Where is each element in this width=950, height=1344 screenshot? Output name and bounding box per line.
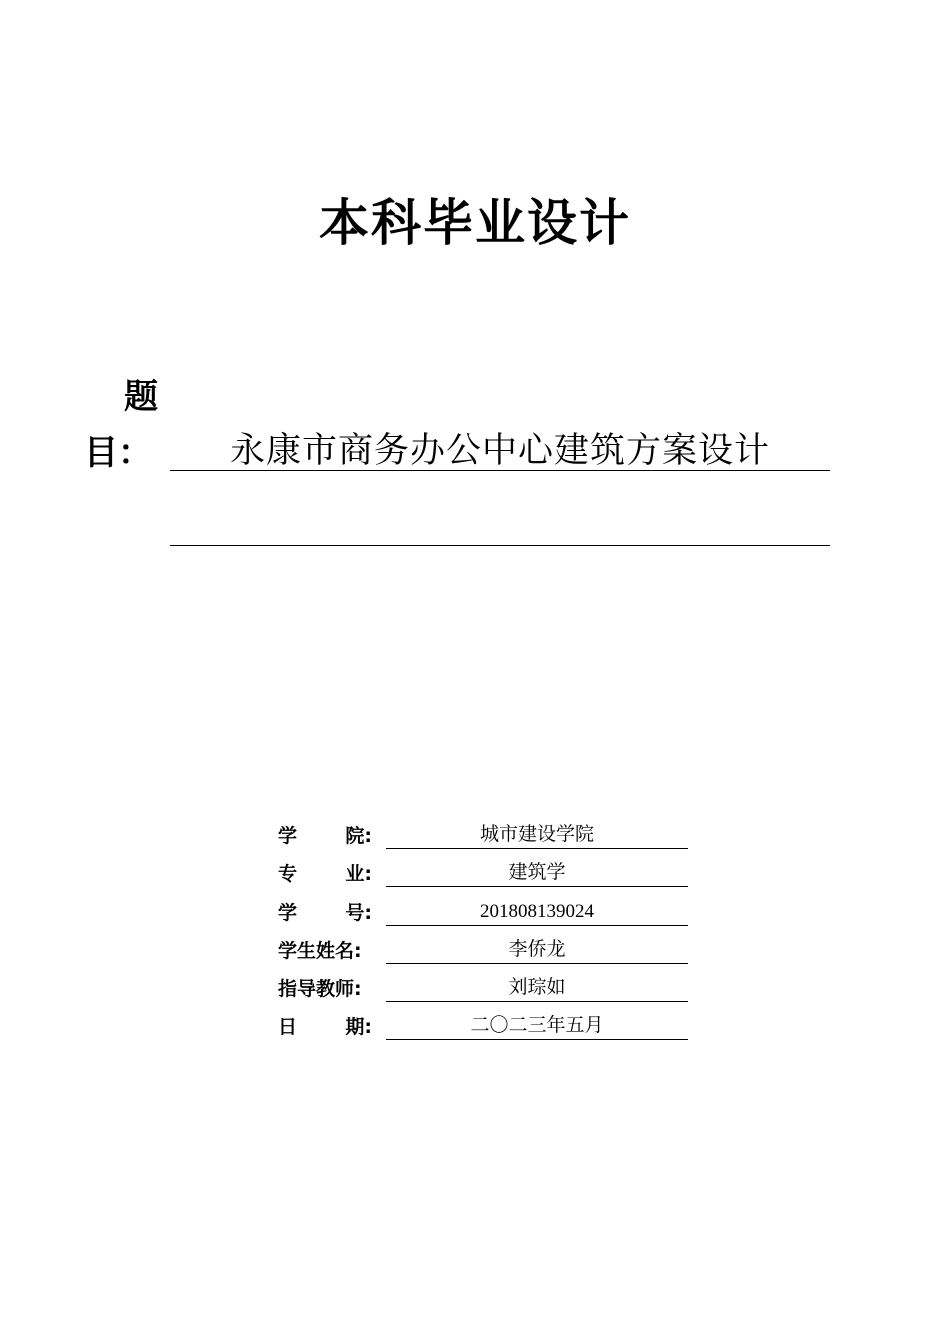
topic-label-first-char: 题 xyxy=(124,377,158,417)
college-value: 城市建设学院 xyxy=(386,820,688,849)
college-label xyxy=(278,824,372,848)
topic-label-second-char: 目： xyxy=(84,433,152,473)
college-label-part-2: 院: xyxy=(345,825,372,847)
student-name-label: 学生姓名: xyxy=(278,940,362,962)
advisor-label: 指导教师: xyxy=(278,978,362,1000)
student-id-label xyxy=(278,901,372,925)
major-value: 建筑学 xyxy=(386,858,688,887)
student-id-value: 201808139024 xyxy=(386,897,688,926)
student-id-label-part-1: 学 xyxy=(278,902,298,924)
major-label xyxy=(278,862,372,886)
major-label-part-2: 业: xyxy=(345,863,372,885)
info-row-student-id xyxy=(278,897,688,927)
advisor-value: 刘琮如 xyxy=(386,973,688,1002)
info-row-major xyxy=(278,858,688,888)
date-value: 二〇二三年五月 xyxy=(386,1011,688,1040)
page-title: 本科毕业设计 xyxy=(319,193,631,252)
info-row-college xyxy=(278,820,688,850)
student-name-value: 李侨龙 xyxy=(386,935,688,964)
topic-value: 永康市商务办公中心建筑方案设计 xyxy=(170,426,830,471)
student-id-label-part-2: 号: xyxy=(345,902,372,924)
info-row-advisor xyxy=(278,973,688,1003)
date-label xyxy=(278,1015,372,1039)
info-row-date xyxy=(278,1011,688,1041)
major-label-part-1: 专 xyxy=(278,863,298,885)
date-label-part-2: 期: xyxy=(345,1016,372,1038)
college-label-part-1: 学 xyxy=(278,825,298,847)
date-label-part-1: 日 xyxy=(278,1016,298,1038)
topic-second-underline xyxy=(170,545,830,546)
info-row-student-name xyxy=(278,935,688,965)
